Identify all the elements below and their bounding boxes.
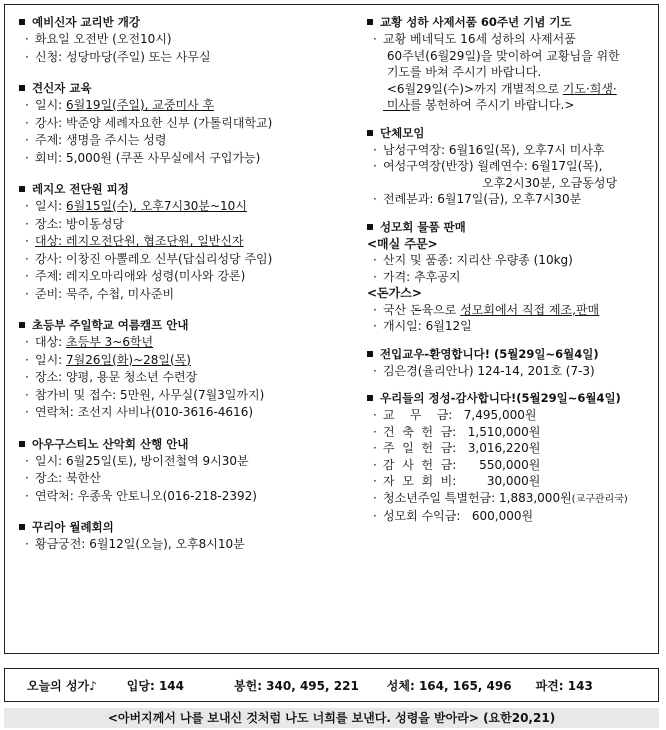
notice-item: · 주제: 레지오마리애와 성령(미사와 강론) [25,269,246,283]
notice-item: · 일시: 6월15일(수), 오후7시30분~10시 [25,199,247,213]
notice-item: · 강사: 박준양 세례자요한 신부 (가톨릭대학교) [25,115,273,130]
notice-item: · 교 무 금: 7,495,000원 [373,408,537,422]
section-title: 성모회 물품 판매 [367,220,659,235]
notice-item: · 일시: 6월19일(주일), 교중미사 후 [25,98,215,112]
section-title: 아우구스티노 산악회 산행 안내 [19,437,349,452]
notice-item: · 성모회 수익금: 600,000원 [373,509,534,523]
square-bullet-icon [19,186,25,192]
bulletin-frame [4,4,659,654]
notice-item: · 김은경(율리안나) 124-14, 201호 (7-3) [373,363,595,378]
hymn-communion: 성체: 164, 165, 496 [386,678,512,693]
hymn-entrance: 입당: 144 [126,678,185,693]
notice-item: · 가격: 추후공지 [373,269,461,284]
notice-section [19,15,349,66]
notice-item: · 강사: 이창진 아뽈레오 신부(답십리성당 주임) [25,251,273,266]
notice-item: · 일시: 6월25일(토), 방이전철역 9시30분 [25,453,249,468]
left-column [19,15,349,569]
notice-item: · 감 사 헌 금: 550,000원 [373,457,541,472]
notice-item: · 주 일 헌 금: 3,016,220원 [373,441,541,455]
sub-heading: <돈가스> [367,286,422,300]
notice-section [367,126,659,208]
notice-section [19,520,349,554]
right-column [367,15,659,537]
notice-item: · 황금궁전: 6월12일(오늘), 오후8시10분 [25,537,245,551]
section-title: 레지오 전단원 피정 [19,182,349,197]
notice-item: · 일시: 7월26일(화)~28일(목) [25,352,191,367]
notice-item: · 남성구역장: 6월16일(목), 오후7시 미사후 [373,142,605,157]
square-bullet-icon [367,351,373,357]
section-title: 초등부 주일학교 여름캠프 안내 [19,318,349,333]
notice-item: · 대상: 초등부 3~6학년 [25,335,154,349]
section-title: 예비신자 교리반 개강 [19,15,349,30]
notice-item: · 청소년주일 특별헌금: 1,883,000원(교구관리국) [373,490,628,505]
notice-item: · 건 축 헌 금: 1,510,000원 [373,424,541,439]
square-bullet-icon [367,130,373,136]
notice-item: · 준비: 묵주, 수첩, 미사준비 [25,286,175,301]
notice-item: · 국산 돈육으로 성모회에서 직접 제조,판매 [373,302,600,317]
notice-item: · 장소: 북한산 [25,471,101,485]
notice-item: <6월29일(수)>까지 개별적으로 기도·희생· [383,81,617,96]
square-bullet-icon [19,524,25,530]
section-title: 교황 성하 사제서품 60주년 기념 기도 [367,15,659,30]
notice-section [19,318,349,422]
notice-item: 오후2시30분, 오금동성당 [383,175,618,190]
square-bullet-icon [367,224,373,230]
hymn-dismissal: 파견: 143 [535,678,593,693]
square-bullet-icon [19,19,25,25]
square-bullet-icon [19,441,25,447]
square-bullet-icon [19,322,25,328]
hymn-footer [4,668,659,702]
notice-item: · 개시일: 6월12일 [373,319,472,333]
square-bullet-icon [19,85,25,91]
notice-item: · 연락처: 조선지 사비나(010-3616-4616) [25,405,254,419]
sub-heading: <매실 주문> [367,236,438,251]
notice-item: · 화요일 오전반 (오전10시) [25,32,172,46]
hymn-offertory: 봉헌: 340, 495, 221 [234,678,359,693]
notice-section [19,81,349,167]
notice-item: 미사를 봉헌하여 주시기 바랍니다.> [383,98,575,112]
notice-item: · 교황 베네딕도 16세 성하의 사제서품 [373,32,576,46]
notice-item: · 전례분과: 6월17일(금), 오후7시30분 [373,192,582,206]
hymn-label: 오늘의 성가♪ [27,678,97,693]
section-title: 견신자 교육 [19,81,349,96]
notice-section [367,391,659,525]
section-title: 우리들의 정성-감사합니다!(5월29일~6월4일) [367,391,659,406]
notice-item: 기도를 바쳐 주시기 바랍니다. [383,65,542,79]
section-title: 전입교우-환영합니다! (5월29일~6월4일) [367,347,659,362]
notice-section [19,437,349,506]
square-bullet-icon [367,395,373,401]
notice-item: · 산지 및 품종: 지리산 우량종 (10kg) [373,253,573,267]
notice-item: · 자 모 회 비: 30,000원 [373,474,541,488]
notice-item: · 연락처: 우종욱 안토니오(016-218-2392) [25,488,257,503]
notice-item: · 장소: 방이동성당 [25,216,125,231]
notice-item: · 신청: 성당마당(주일) 또는 사무실 [25,49,211,64]
notice-item: · 여성구역장(반장) 월례연수: 6월17일(목), [373,159,603,173]
notice-item: · 장소: 양평, 용문 청소년 수련장 [25,370,198,384]
section-title: 꾸리아 월례회의 [19,520,349,535]
notice-item: · 주제: 생명을 주시는 성령 [25,133,167,147]
square-bullet-icon [367,19,373,25]
scripture-verse: <아버지께서 나를 보내신 것처럼 나도 너희를 보낸다. 성령을 받아라> (요한20,21) [4,708,659,728]
notice-section [19,182,349,303]
notice-item: · 회비: 5,000원 (쿠폰 사무실에서 구입가능) [25,150,261,165]
section-title: 단체모임 [367,126,659,141]
notice-section [367,220,659,335]
notice-item: · 참가비 및 접수: 5만원, 사무실(7월3일까지) [25,387,265,402]
notice-section [367,347,659,380]
notice-section [367,15,659,114]
notice-item: · 대상: 레지오전단원, 협조단원, 일반신자 [25,234,244,248]
notice-item: 60주년(6월29일)을 맞이하여 교황님을 위한 [383,48,620,63]
